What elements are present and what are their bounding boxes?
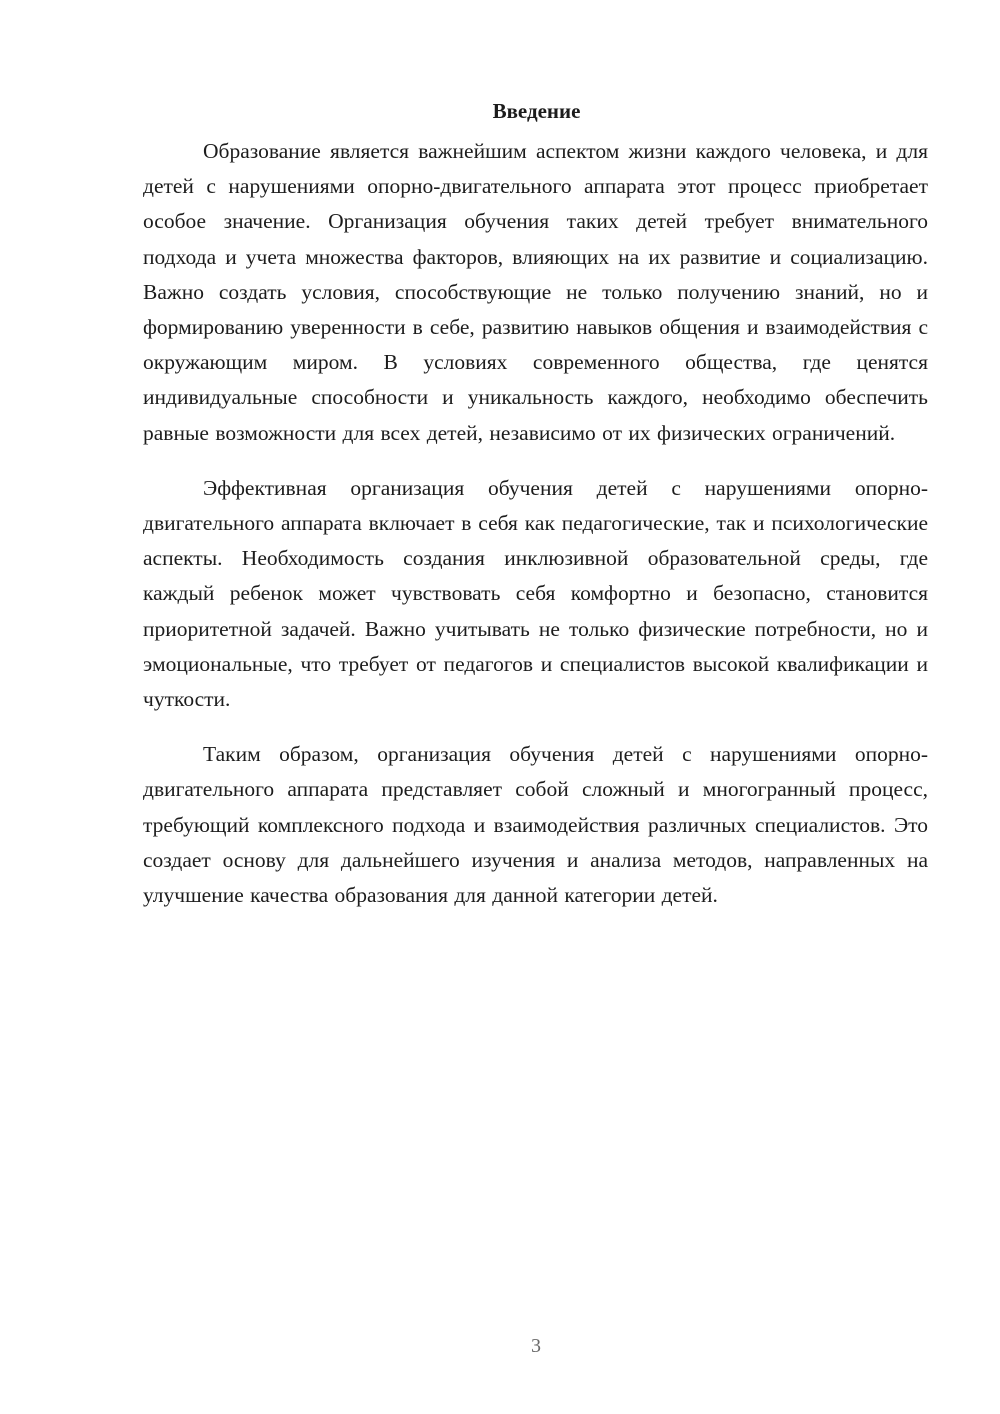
paragraph-3: Таким образом, организация обучения детей с нарушениями опорно-двигательного аппарата представляет собой сложный и многогранный процесс, требующий комплексного подхода и взаимодействия различных специалистов. Это создает основу для дальнейшего изучения и анализа методов, направленных на улучшение качества образования для данной категории детей. — [143, 742, 928, 908]
section-title: Введение — [492, 99, 581, 123]
paragraph-2: Эффективная организация обучения детей с нарушениями опорно-двигательного аппарата включает в себя как педагогические, так и психологические аспекты. Необходимость создания инклюзивной образовательной среды, где каждый ребенок может чувствовать себя комфортно и безопасно, становится приоритетной задачей. Важно учитывать не только физические потребности, но и эмоциональные, что требует от педагогов и специалистов высокой квалификации и чуткости. — [143, 475, 928, 712]
page-content — [143, 96, 928, 933]
paragraph-1: Образование является важнейшим аспектом жизни каждого человека, и для детей с нарушениями опорно-двигательного аппарата этот процесс приобретает особое значение. Организация обучения таких детей требует внимательного подхода и учета множества факторов, влияющих на их развитие и социализацию. Важно создать условия, способствующие не только получению знаний, но и формированию уверенности в себе, развитию навыков общения и взаимодействия с окружающим миром. В условиях современного общества, где ценятся индивидуальные способности и уникальность каждого, необходимо обеспечить равные возможности для всех детей, независимо от их физических ограничений. — [143, 139, 928, 445]
page-number: 3 — [531, 1335, 541, 1357]
